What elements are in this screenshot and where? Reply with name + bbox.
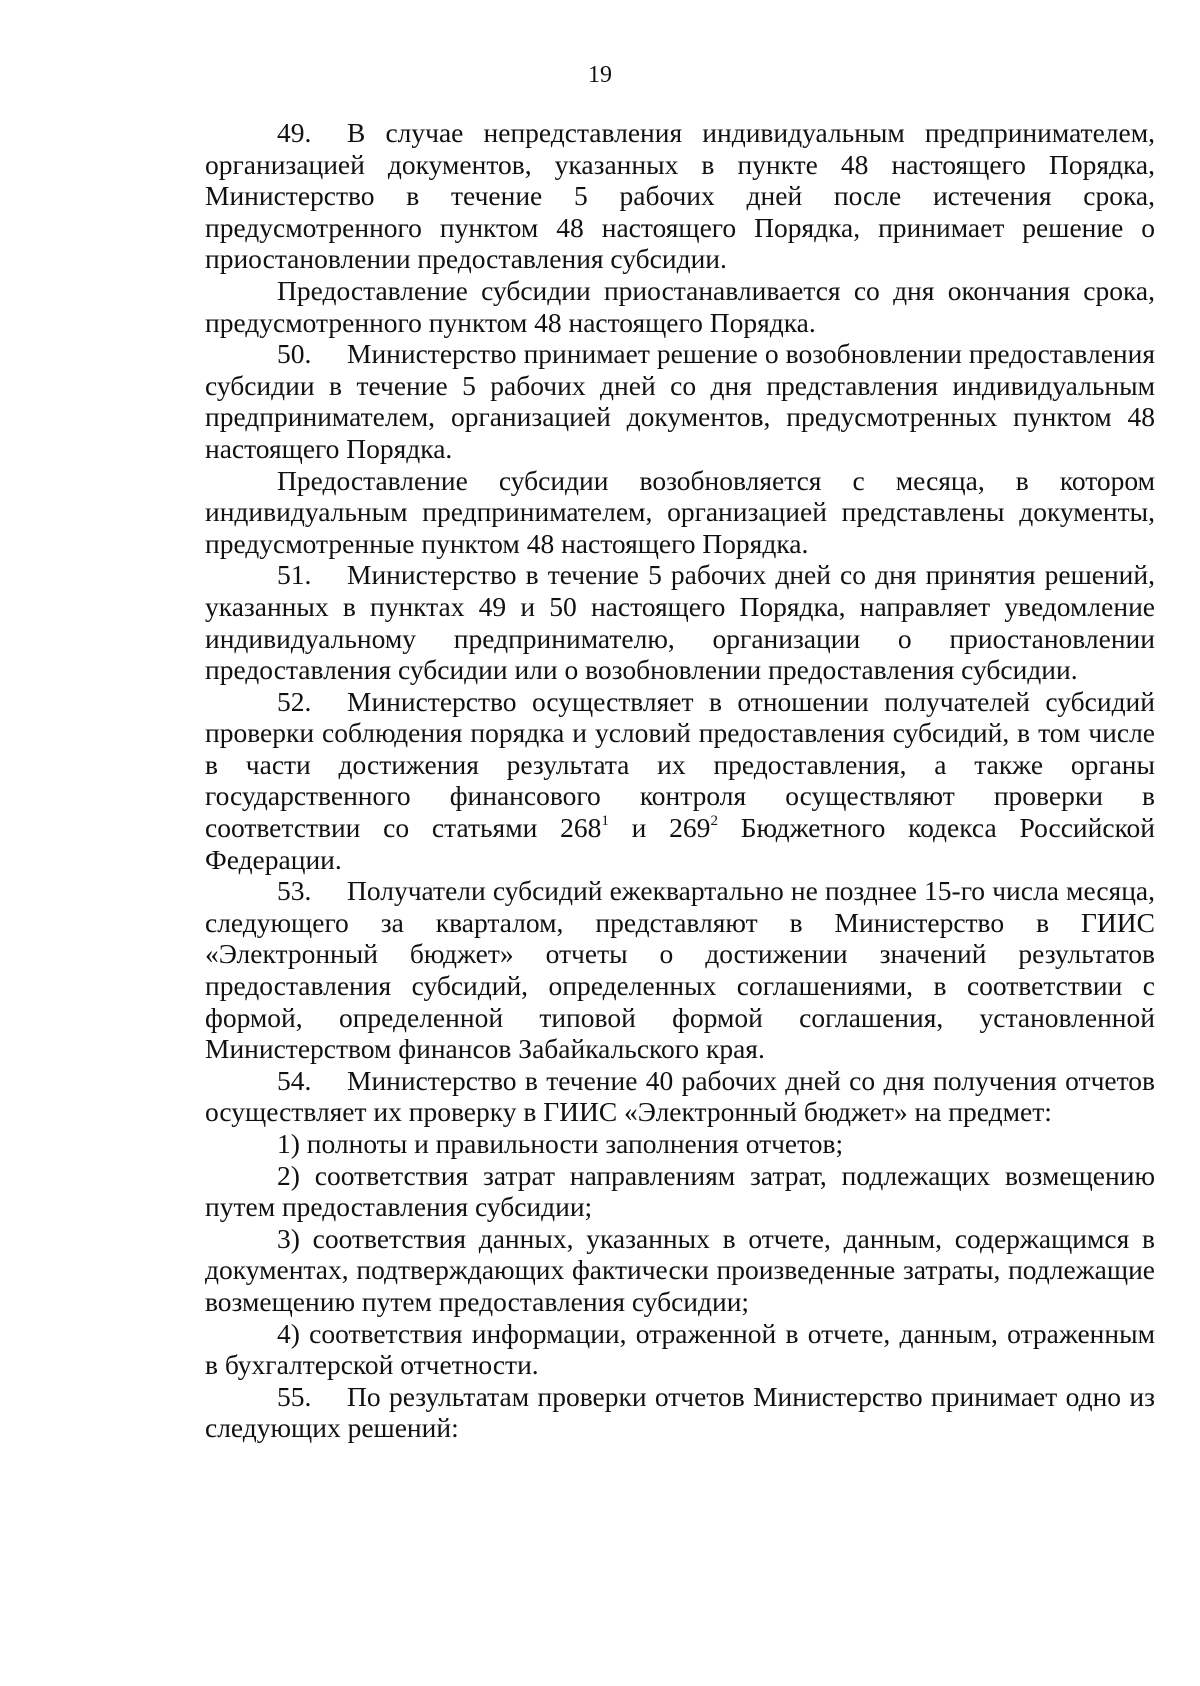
list-item-text: 2) соответствия затрат направлениям затрат, подлежащих возмещению путем предоставления субсидии; bbox=[205, 1159, 1155, 1223]
paragraph-50 bbox=[205, 338, 1155, 464]
paragraph-50-continuation bbox=[205, 465, 1155, 560]
list-item-text: 1) полноты и правильности заполнения отчетов; bbox=[277, 1128, 844, 1159]
paragraph-text: и 269 bbox=[608, 812, 711, 844]
paragraph-number: 53. bbox=[277, 875, 312, 907]
superscript: 1 bbox=[601, 813, 609, 830]
paragraph-number: 52. bbox=[277, 685, 312, 717]
paragraph-text: Министерство в течение 40 рабочих дней со дня получения отчетов осуществляет их проверку в ГИИС «Электронный бюджет» на предмет: bbox=[205, 1064, 1155, 1128]
list-item-text: 3) соответствия данных, указанных в отчете, данным, содержащимся в документах, подтверждающих фактически произведенные затраты, подлежащие возмещению путем предоставления субсидии; bbox=[205, 1222, 1155, 1317]
list-item-3 bbox=[205, 1223, 1155, 1318]
paragraph-51 bbox=[205, 559, 1155, 685]
list-item-1 bbox=[205, 1128, 1155, 1160]
paragraph-text: Министерство осуществляет в отношении получателей субсидий проверки соблюдения порядка и условий предоставления субсидий, в том числе в части достижения результата их предоставления, а также органы государственного финансового контроля осуществляют проверки в соответствии со статьями 268 bbox=[205, 685, 1155, 844]
paragraph-text: Получатели субсидий ежеквартально не позднее 15-го числа месяца, следующего за кварталом, представляют в Министерство в ГИИС «Электронный бюджет» отчеты о достижении значений результатов предоставления субсидий, определенных соглашениями, в соответствии с формой, определенной типовой формой соглашения, установленной Министерством финансов Забайкальского края. bbox=[205, 875, 1155, 1065]
paragraph-number: 54. bbox=[277, 1064, 312, 1096]
document-body bbox=[205, 117, 1155, 1444]
paragraph-text: Министерство в течение 5 рабочих дней со дня принятия решений, указанных в пунктах 49 и 50 настоящего Порядка, направляет уведомление индивидуальному предпринимателю, организации о приостановлении предоставления субсидии или о возобновлении предоставления субсидии. bbox=[205, 559, 1155, 686]
paragraph-55 bbox=[205, 1381, 1155, 1444]
paragraph-text: По результатам проверки отчетов Министерство принимает одно из следующих решений: bbox=[205, 1380, 1155, 1444]
paragraph-49-continuation bbox=[205, 275, 1155, 338]
paragraph-49 bbox=[205, 117, 1155, 275]
list-item-text: 4) соответствия информации, отраженной в отчете, данным, отраженным в бухгалтерской отчетности. bbox=[205, 1317, 1155, 1381]
list-item-4 bbox=[205, 1318, 1155, 1381]
paragraph-text: Предоставление субсидии возобновляется с месяца, в котором индивидуальным предпринимателем, организацией представлены документы, предусмотренные пунктом 48 настоящего Порядка. bbox=[205, 464, 1155, 559]
paragraph-text: Министерство принимает решение о возобновлении предоставления субсидии в течение 5 рабочих дней со дня представления индивидуальным предпринимателем, организацией документов, предусмотренных пунктом 48 настоящего Порядка. bbox=[205, 338, 1155, 464]
paragraph-53 bbox=[205, 875, 1155, 1065]
paragraph-number: 51. bbox=[277, 559, 312, 591]
paragraph-text: Предоставление субсидии приостанавливается со дня окончания срока, предусмотренного пунктом 48 настоящего Порядка. bbox=[205, 274, 1155, 338]
paragraph-number: 50. bbox=[277, 338, 312, 370]
list-item-2 bbox=[205, 1160, 1155, 1223]
paragraph-number: 55. bbox=[277, 1380, 312, 1412]
page-number: 19 bbox=[588, 62, 612, 88]
paragraph-text: В случае непредставления индивидуальным предпринимателем, организацией документов, указанных в пункте 48 настоящего Порядка, Министерство в течение 5 рабочих дней после истечения срока, предусмотренного пунктом 48 настоящего Порядка, принимает решение о приостановлении предоставления субсидии. bbox=[205, 117, 1155, 275]
paragraph-54 bbox=[205, 1065, 1155, 1128]
paragraph-52 bbox=[205, 686, 1155, 876]
paragraph-text: Бюджетного кодекса Российской Федерации. bbox=[205, 812, 1155, 875]
paragraph-number: 49. bbox=[277, 117, 312, 148]
superscript: 2 bbox=[710, 813, 718, 830]
